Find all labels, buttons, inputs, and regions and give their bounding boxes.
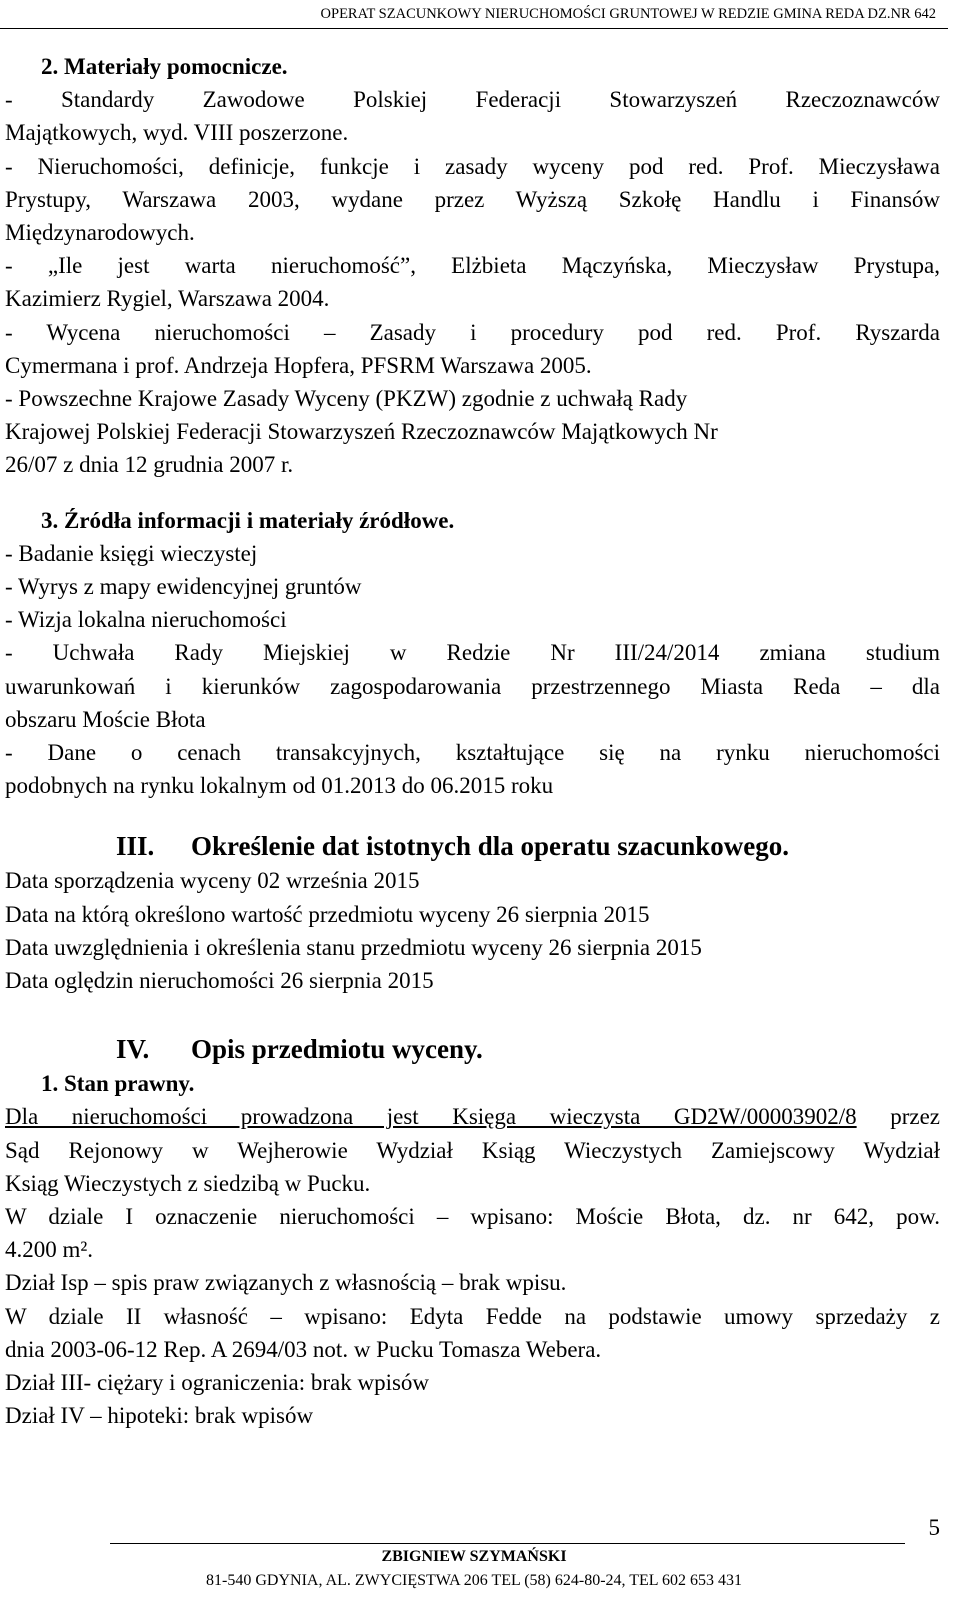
s3-line-2: - Wizja lokalna nieruchomości <box>5 607 287 633</box>
date-value: 26 sierpnia 2015 <box>280 968 434 994</box>
s3-line-4: uwarunkowań i kierunków zagospodarowania przestrzennego Miasta Reda – dla <box>5 673 940 699</box>
document-body <box>5 50 940 1432</box>
footer-address: 81-540 GDYNIA, AL. ZWYCIĘSTWA 206 TEL (58) 624-80-24, TEL 602 653 431 <box>206 1572 742 1589</box>
s3-line-7: podobnych na rynku lokalnym od 01.2013 do 06.2015 roku <box>5 773 554 799</box>
s2-line-6: Kazimierz Rygiel, Warszawa 2004. <box>5 286 330 312</box>
section-IV-title: Opis przedmiotu wyceny. <box>191 1034 483 1065</box>
date-value: 02 września 2015 <box>257 868 420 894</box>
s3-line-6: - Dane o cenach transakcyjnych, kształtujące się na rynku nieruchomości <box>5 740 940 766</box>
s2-line-10: Krajowej Polskiej Federacji Stowarzyszeń Rzeczoznawców Majątkowych Nr <box>5 419 718 445</box>
s2-line-3: Prystupy, Warszawa 2003, wydane przez Wyższą Szkołę Handlu i Finansów <box>5 186 940 212</box>
date-row <box>5 898 940 931</box>
section-IV-subheading: 1. Stan prawny. <box>41 1071 195 1097</box>
s4-line-5: W dziale II własność – wpisano: Edyta Fedde na podstawie umowy sprzedaży z <box>5 1303 940 1329</box>
s3-line-0: - Badanie księgi wieczystej <box>5 540 258 566</box>
section-2-heading: 2. Materiały pomocnicze. <box>41 54 288 79</box>
date-value: 26 sierpnia 2015 <box>496 901 650 927</box>
page-number: 5 <box>928 1515 940 1540</box>
s2-line-7: - Wycena nieruchomości – Zasady i procedury pod red. Prof. Ryszarda <box>5 319 940 345</box>
s2-line-9: - Powszechne Krajowe Zasady Wyceny (PKZW) zgodnie z uchwałą Rady <box>5 386 688 412</box>
s2-line-5: - „Ile jest warta nieruchomość”, Elżbieta Mączyńska, Mieczysław Prystupa, <box>5 253 940 279</box>
date-label: Data oględzin nieruchomości <box>5 968 275 994</box>
s3-line-3: - Uchwała Rady Miejskiej w Redzie Nr III/24/2014 zmiana studium <box>5 640 940 666</box>
s4-line-6: dnia 2003-06-12 Rep. A 2694/03 not. w Pucku Tomasza Webera. <box>5 1336 602 1362</box>
s4-line-2: W dziale I oznaczenie nieruchomości – wpisano: Moście Błota, dz. nr 642, pow. <box>5 1204 940 1230</box>
date-row <box>5 964 940 997</box>
s2-line-2: - Nieruchomości, definicje, funkcje i zasady wyceny pod red. Prof. Mieczysława <box>5 153 940 179</box>
footer-author: ZBIGNIEW SZYMAŃSKI <box>381 1548 567 1565</box>
section-3-heading: 3. Źródła informacji i materiały źródłowe. <box>41 507 455 533</box>
date-label: Data uwzględnienia i określenia stanu przedmiotu wyceny <box>5 934 543 960</box>
s4-line-8: Dział IV – hipoteki: brak wpisów <box>5 1403 314 1429</box>
land-register-underlined: Dla nieruchomości prowadzona jest Księga wieczysta GD2W/00003902/8 <box>5 1104 857 1130</box>
section-III-heading <box>5 828 940 864</box>
date-label: Data sporządzenia wyceny <box>5 868 252 894</box>
s4-line-0: Sąd Rejonowy w Wejherowie Wydział Ksiąg Wieczystych Zamiejscowy Wydział <box>5 1137 940 1163</box>
s2-line-8: Cymermana i prof. Andrzeja Hopfera, PFSRM Warszawa 2005. <box>5 352 592 378</box>
s4-line-1: Ksiąg Wieczystych z siedzibą w Pucku. <box>5 1170 371 1196</box>
section-III-number: III. <box>116 831 155 862</box>
section-III-title: Określenie dat istotnych dla operatu szacunkowego. <box>191 831 790 862</box>
s3-line-5: obszaru Moście Błota <box>5 706 206 732</box>
s4-line-3: 4.200 m². <box>5 1237 94 1263</box>
date-value: 26 sierpnia 2015 <box>548 934 702 960</box>
s4-line-4: Dział Isp – spis praw związanych z własnością – brak wpisu. <box>5 1270 567 1296</box>
s2-line-1: Majątkowych, wyd. VIII poszerzone. <box>5 120 349 146</box>
section-IV-number: IV. <box>116 1034 150 1065</box>
s2-line-4: Międzynarodowych. <box>5 220 195 246</box>
s2-line-11: 26/07 z dnia 12 grudnia 2007 r. <box>5 452 294 478</box>
s4-land-register-line <box>5 1100 940 1133</box>
section-IV-heading <box>5 1031 940 1067</box>
s2-line-0: - Standardy Zawodowe Polskiej Federacji Stowarzyszeń Rzeczoznawców <box>5 87 940 113</box>
date-row <box>5 864 940 897</box>
date-row <box>5 931 940 964</box>
s4-line-7: Dział III- ciężary i ograniczenia: brak wpisów <box>5 1370 430 1396</box>
footer-divider <box>110 1543 905 1544</box>
s3-line-1: - Wyrys z mapy ewidencyjnej gruntów <box>5 574 362 600</box>
land-register-after: przez <box>856 1104 940 1130</box>
page-header: OPERAT SZACUNKOWY NIERUCHOMOŚCI GRUNTOWEJ W REDZIE GMINA REDA DZ.NR 642 <box>0 0 948 29</box>
date-label: Data na którą określono wartość przedmiotu wyceny <box>5 901 491 927</box>
